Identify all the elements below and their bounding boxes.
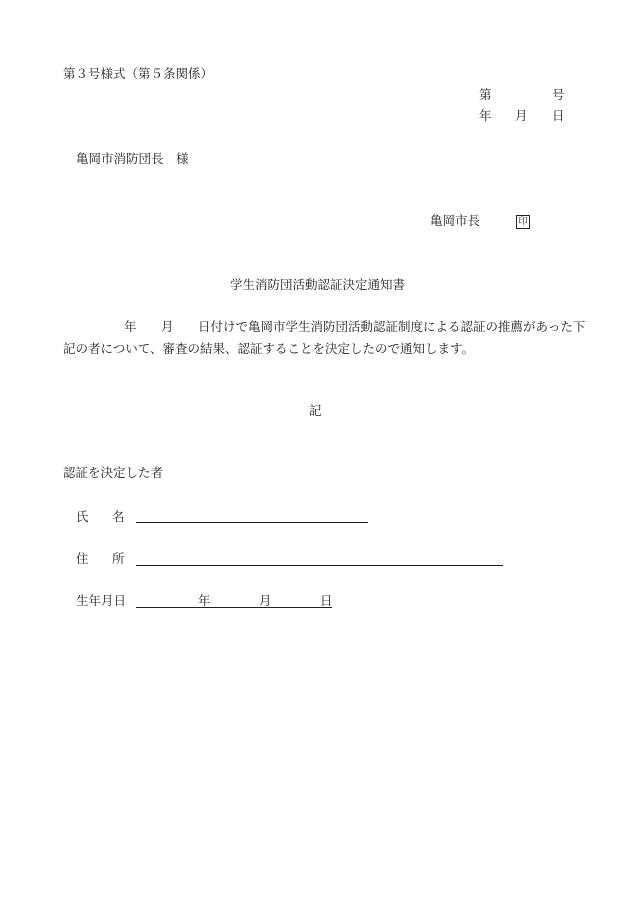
birth-month: 月 [259, 593, 272, 608]
name-underline[interactable] [136, 522, 368, 523]
body-month: 月 [161, 319, 174, 334]
doc-date-year: 年 [479, 108, 492, 123]
ki-marker: 記 [309, 403, 322, 418]
doc-number-prefix: 第 [479, 87, 492, 102]
form-label: 第３号様式（第５条関係） [63, 66, 214, 81]
issuer-seal [516, 214, 530, 229]
birth-underline[interactable] [136, 607, 332, 608]
doc-number-suffix: 号 [552, 87, 565, 102]
body-line1: 日付けで亀岡市学生消防団活動認証制度による認証の推薦があった下 [198, 319, 586, 334]
section-heading: 認証を決定した者 [63, 465, 164, 480]
address-label-1: 住 [76, 551, 89, 566]
name-label-1: 氏 [76, 509, 89, 524]
issuer-name: 亀岡市長 [430, 213, 481, 228]
address-underline[interactable] [136, 565, 503, 566]
birth-year: 年 [198, 593, 211, 608]
addressee: 亀岡市消防団長 様 [76, 151, 189, 166]
birth-day: 日 [320, 593, 333, 608]
birth-label: 生年月日 [76, 593, 127, 608]
doc-date-month: 月 [515, 108, 528, 123]
body-line2: 記の者について、審査の結果、認証することを決定したので通知します。 [63, 341, 475, 356]
seal-mark: 印 [516, 215, 530, 229]
body-year: 年 [124, 319, 137, 334]
doc-date-day: 日 [552, 108, 565, 123]
name-label-2: 名 [112, 509, 125, 524]
address-label-2: 所 [112, 551, 125, 566]
document-title: 学生消防団活動認証決定通知書 [230, 277, 406, 292]
